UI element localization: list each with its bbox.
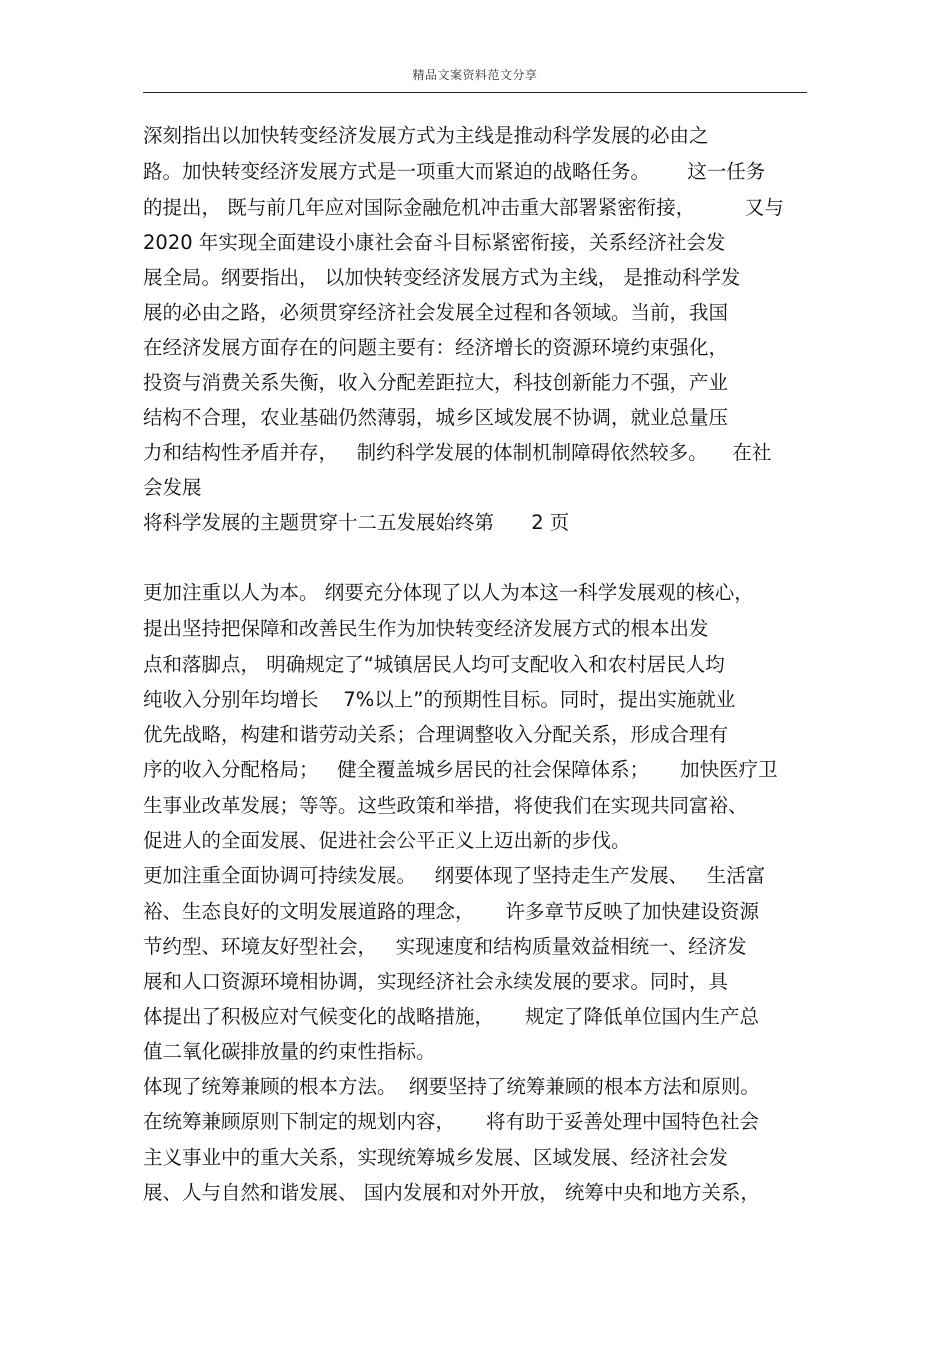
text-line: 深刻指出以加快转变经济发展方式为主线是推动科学发展的必由之 xyxy=(143,124,709,147)
text-line: 展全局。纲要指出， 以加快转变经济发展方式为主线， 是推动科学发 xyxy=(143,266,741,289)
text-line: 值二氧化碳排放量的约束性指标。 xyxy=(143,1040,436,1063)
text-line: 的提出， 既与前几年应对国际金融危机冲击重大部署紧密衔接， 又与 xyxy=(143,196,784,219)
text-line: 在统筹兼顾原则下制定的规划内容， 将有助于妥善处理中国特色社会 xyxy=(143,1110,759,1133)
text-line: 在经济发展方面存在的问题主要有：经济增长的资源环境约束强化， xyxy=(143,336,729,359)
text-line: 主义事业中的重大关系，实现统筹城乡发展、区域发展、经济社会发 xyxy=(143,1146,729,1169)
text-line: 展和人口资源环境相协调，实现经济社会永续发展的要求。同时，具 xyxy=(143,970,729,993)
text-line: 路。加快转变经济发展方式是一项重大而紧迫的战略任务。 这一任务 xyxy=(143,160,766,183)
text-line: 生事业改革发展；等等。这些政策和举措，将使我们在实现共同富裕、 xyxy=(143,794,748,817)
text-line: 提出坚持把保障和改善民生作为加快转变经济发展方式的根本出发 xyxy=(143,617,709,640)
text-line: 体现了统筹兼顾的根本方法。 纲要坚持了统筹兼顾的根本方法和原则。 xyxy=(143,1075,760,1098)
text-line: 优先战略，构建和谐劳动关系；合理调整收入分配关系，形成合理有 xyxy=(143,723,729,746)
text-line: 体提出了积极应对气候变化的战略措施， 规定了降低单位国内生产总 xyxy=(143,1005,759,1028)
text-line: 展的必由之路，必须贯穿经济社会发展全过程和各领域。当前，我国 xyxy=(143,301,729,324)
page-footer-line: 将科学发展的主题贯穿十二五发展始终第 2 页 xyxy=(143,511,570,534)
text-line: 节约型、环境友好型社会， 实现速度和结构质量效益相统一、经济发 xyxy=(143,935,747,958)
text-line: 更加注重以人为本。 纲要充分体现了以人为本这一科学发展观的核心， xyxy=(143,581,754,604)
text-line: 点和落脚点， 明确规定了“城镇居民人均可支配收入和农村居民人均 xyxy=(143,653,725,676)
text-line: 投资与消费关系失衡，收入分配差距拉大，科技创新能力不强，产业 xyxy=(143,371,729,394)
header-title: 精品文案资料范文分享 xyxy=(412,68,538,82)
text-line: 更加注重全面协调可持续发展。 纲要体现了坚持走生产发展、 生活富 xyxy=(143,864,766,887)
text-line: 序的收入分配格局； 健全覆盖城乡居民的社会保障体系； 加快医疗卫 xyxy=(143,758,778,781)
text-line: 纯收入分别年均增长 7%以上”的预期性目标。同时，提出实施就业 xyxy=(143,688,736,711)
text-line: 2020 年实现全面建设小康社会奋斗目标紧密衔接，关系经济社会发 xyxy=(143,231,726,254)
text-line: 会发展 xyxy=(143,476,202,499)
text-line: 裕、生态良好的文明发展道路的理念， 许多章节反映了加快建设资源 xyxy=(143,900,759,923)
text-line: 展、人与自然和谐发展、 国内发展和对外开放， 统筹中央和地方关系， xyxy=(143,1181,760,1204)
page-header xyxy=(143,62,807,93)
text-line: 结构不合理，农业基础仍然薄弱，城乡区域发展不协调，就业总量压 xyxy=(143,406,729,429)
text-line: 促进人的全面发展、促进社会公平正义上迈出新的步伐。 xyxy=(143,829,631,852)
text-line: 力和结构性矛盾并存， 制约科学发展的体制机制障碍依然较多。 在社 xyxy=(143,441,772,464)
